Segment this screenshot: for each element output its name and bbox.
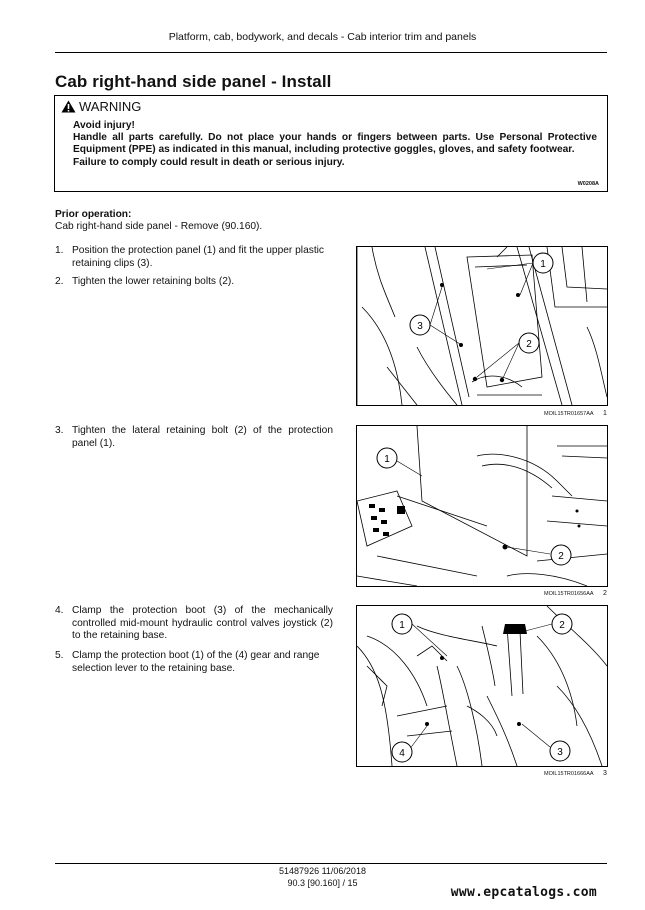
figure-3-drawing — [357, 606, 607, 766]
figure-number: 1 — [603, 410, 607, 417]
step-number: 5. — [55, 650, 64, 661]
step-item — [55, 605, 333, 643]
step-text: Position the protection panel (1) and fit the upper plastic retaining clips (3). — [72, 245, 325, 269]
figure-3-illustration — [356, 605, 608, 767]
step-item — [55, 650, 333, 675]
step-item — [55, 276, 333, 289]
figure-3-callout: 4 — [399, 748, 405, 759]
figure-caption: MOIL15TR01657AA — [544, 411, 594, 417]
warning-line: Avoid injury! — [73, 120, 135, 131]
warning-text — [73, 120, 597, 169]
figure-2-drawing — [357, 426, 607, 586]
figure-1-callout: 1 — [540, 259, 546, 270]
header-rule — [55, 52, 607, 53]
warning-code: W0208A — [577, 181, 599, 187]
step-item — [55, 245, 333, 270]
step-number: 2. — [55, 276, 64, 287]
warning-line: Handle all parts carefully. Do not place your hands or fingers between parts. Use Personal Protective Equipment (PPE) as indicated in this manual, including protective goggles, gloves, and safety footwear. — [73, 132, 597, 156]
step-text: Tighten the lower retaining bolts (2). — [72, 276, 235, 287]
figure-3-callout: 3 — [557, 747, 563, 758]
step-text: Tighten the lateral retaining bolt (2) of the protection panel (1). — [72, 425, 333, 449]
step-text: Clamp the protection boot (3) of the mechanically controlled mid-mount hydraulic control valves joystick (2) to the retaining base. — [72, 605, 333, 642]
step-number: 1. — [55, 245, 64, 256]
figure-caption: MOIL15TR01666AA — [544, 771, 594, 777]
prior-operation-label: Prior operation: — [55, 209, 132, 220]
warning-box — [54, 95, 608, 192]
step-item — [55, 425, 333, 450]
prior-operation — [55, 209, 262, 234]
figure-3-callout: 1 — [399, 620, 405, 631]
figure-1-callout: 2 — [526, 339, 532, 350]
footer-doc-id: 51487926 11/06/2018 — [279, 866, 366, 876]
figure-1-illustration — [356, 246, 608, 406]
warning-header — [61, 99, 141, 114]
step-number: 4. — [55, 605, 64, 616]
step-text: Clamp the protection boot (1) of the (4) gear and range selection lever to the retaining base. — [72, 650, 320, 674]
prior-operation-link[interactable]: Cab right-hand side panel - Remove (90.160). — [55, 221, 263, 233]
figure-caption: MOIL15TR01656AA — [544, 591, 594, 597]
watermark: www.epcatalogs.com — [450, 885, 597, 900]
figure-2-illustration — [356, 425, 608, 587]
warning-triangle-icon — [61, 100, 76, 113]
footer-page-number: 90.3 [90.160] / 15 — [287, 878, 358, 888]
footer-rule — [55, 863, 607, 864]
figure-number: 3 — [603, 770, 607, 777]
figure-1-drawing — [357, 247, 607, 405]
section-title: Cab right-hand side panel - Install — [55, 72, 332, 91]
figure-2-callout: 2 — [558, 551, 564, 562]
figure-1-callout: 3 — [417, 321, 423, 332]
figure-2-callout: 1 — [384, 454, 390, 465]
figure-number: 2 — [603, 590, 607, 597]
warning-line: Failure to comply could result in death or serious injury. — [73, 156, 345, 168]
warning-label: WARNING — [79, 99, 142, 114]
step-number: 3. — [55, 425, 64, 436]
running-header: Platform, cab, bodywork, and decals - Cab interior trim and panels — [168, 31, 477, 43]
figure-3-callout: 2 — [559, 620, 565, 631]
